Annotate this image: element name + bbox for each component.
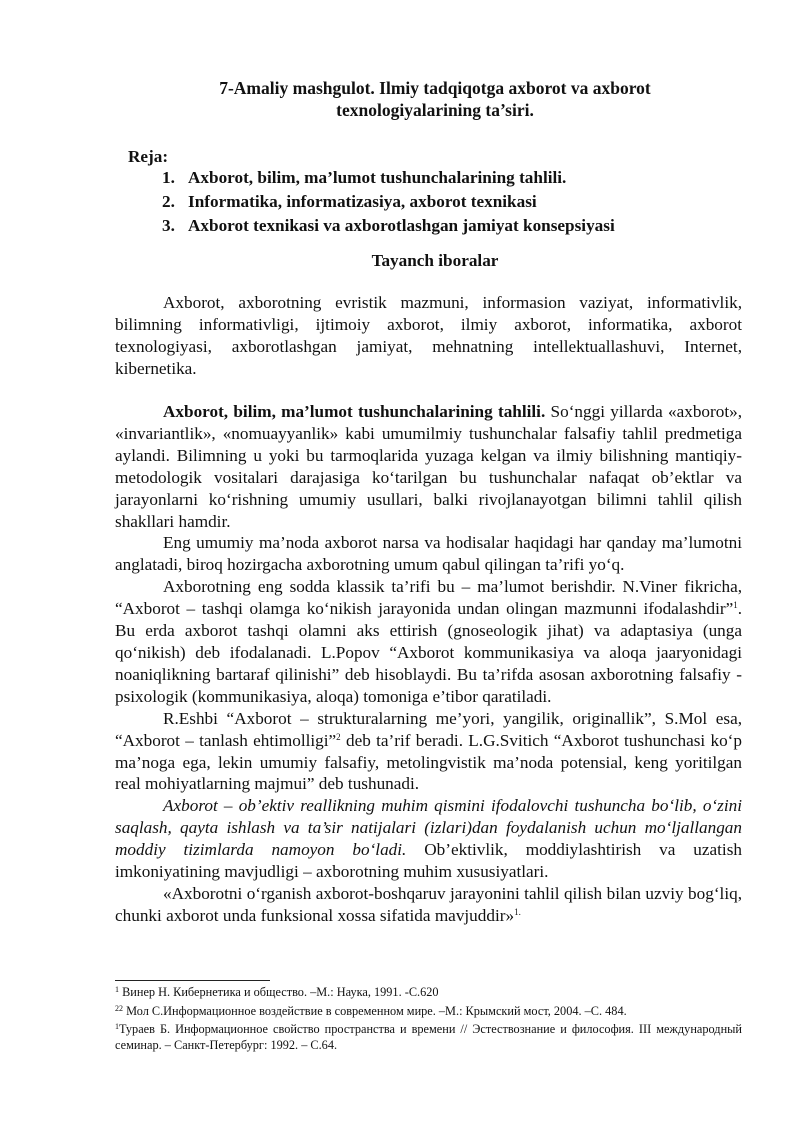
section-paragraph-2: Eng umumiy ma’noda axborot narsa va hodisalar haqidagi har qanday ma’lumotni anglatadi, biroq hozirgacha axborotning umum qabul qilingan ta’rifi yo‘q.: [115, 533, 742, 575]
paragraph-text: «Axborotni o‘rganish axborot-boshqaruv jarayonini tahlil qilish bilan uzviy bog‘liq, chunki axborot unda funksional xossa sifatida mavjuddir»: [115, 883, 742, 925]
footnote-ref[interactable]: 1: [733, 600, 738, 611]
footnote-divider: [115, 980, 270, 981]
footnote-text: Винер Н. Кибернетика и общество. –М.: Наука, 1991. -С.620: [119, 985, 439, 999]
section-paragraph-4: [115, 708, 742, 796]
page-title: [150, 77, 720, 121]
footnote-mark: 22: [115, 1003, 123, 1013]
footnote-mark: 1: [115, 1022, 119, 1031]
paragraph-text: Axborotning eng sodda klassik ta’rifi bu – ma’lumot berishdir. N.Viner fikricha, “Axborot – tashqi olamga ko‘nikish jarayonida undan olingan mazmunni ifodalashdir”: [115, 577, 742, 619]
plan-item-text: Informatika, informatizasiya, axborot texnikasi: [188, 192, 537, 211]
plan-item-number: 2.: [162, 192, 175, 211]
section-paragraph-5: [115, 795, 742, 883]
keywords-heading: Tayanch iboralar: [371, 251, 499, 270]
footnote: [115, 1022, 742, 1053]
paragraph-text: So‘nggi yillarda «axborot», «invariantlik», «nomuayyanlik» kabi umumilmiy tushunchalar falsafiy tahlil predmetiga aylandi. Bilimning u yoki bu tarmoqlarida yuzaga kelgan va ilmiy bilishning mantiqiy-metodologik vositalari darajasiga ko‘tarilgan bu tushunchalar nafaqat ob’ektlar va jarayonlarni ko‘rishning umumiy usullari, balki rivojlanayotgan bilimni tahlil qilish shakllari hamdir.: [115, 402, 743, 531]
footnote-text: Тураев Б. Информационное свойство пространства и времени // Эстествознание и философия. III международный семинар. – Санкт-Петербург: 1992. – С.64.: [115, 1022, 742, 1052]
definition-italic: Axborot – ob’ektiv reallikning muhim qismini ifodalovchi tushuncha bo‘lib, o‘zini saqlash, qayta ishlash va ta’sir natijalari (izlari)dan foydalanish uchun mo‘ljallangan moddiy tizimlarda namoyon bo‘ladi.: [115, 796, 742, 860]
plan-item: [162, 214, 615, 238]
paragraph-text: R.Eshbi “Axborot – strukturalarning me’yori, yangilik, originallik”, S.Mol esa, “Axborot – tanlash ehtimolligi”: [115, 708, 742, 750]
plan-item: [162, 166, 615, 190]
plan-item: [162, 190, 615, 214]
paragraph-text: deb ta’rif beradi. L.G.Svitich “Axborot tushunchasi ko‘p ma’noga ega, lekin umumiy falsafiy, metolingvistik ma’noda potensial, keng yoritilgan real mohiyatlarning majmui” deb tushunadi.: [115, 730, 742, 794]
section-paragraph-3: [115, 576, 742, 707]
footnote-mark: 1: [115, 985, 119, 994]
title-line-1: 7-Amaliy mashgulot. Ilmiy tadqiqotga axborot va axborot: [219, 78, 651, 98]
plan-item-number: 3.: [162, 216, 175, 235]
section-heading: Axborot, bilim, ma’lumot tushunchalarining tahlili.: [163, 402, 546, 421]
section-body: [115, 401, 742, 927]
section-paragraph-6: [115, 883, 742, 927]
plan-item-text: Axborot, bilim, ma’lumot tushunchalarining tahlili.: [188, 168, 567, 187]
paragraph-text: Ob’ektivlik, moddiylashtirish va uzatish imkoniyatining mavjudligi – axborotning muhim xususiyatlari.: [115, 840, 742, 882]
section-paragraph-1: [115, 401, 742, 532]
footnote-text: Мол С.Информационное воздействие в современном мире. –М.: Крымский мост, 2004. –С. 484.: [123, 1003, 627, 1018]
footnote: [115, 1004, 742, 1020]
footnote-ref[interactable]: 2: [336, 731, 341, 742]
plan-item-text: Axborot texnikasi va axborotlashgan jamiyat konsepsiyasi: [188, 216, 615, 235]
title-line-2: texnologiyalarining ta’siri.: [336, 100, 534, 120]
paragraph-text: . Bu erda axborot tashqi olamni aks ettirish (gnoseologik jihat) va adaptasiya (unga qo‘nikish) deb ifodalanadi. L.Popov “Axborot kommunikasiya va aloqa jaaryonidagi noaniqlikning bartaraf qilinishi” deb hisoblaydi. Bu ta’rifda asosan axborotning falsafiy -psixologik (kommunikasiya, aloqa) tomoniga e’tibor qaratiladi.: [115, 599, 742, 706]
plan-label: Reja:: [128, 147, 169, 166]
footnotes: [115, 985, 742, 1056]
plan-item-number: 1.: [162, 168, 175, 187]
keywords-block: [115, 292, 742, 380]
keywords-paragraph: Axborot, axborotning evristik mazmuni, informasion vaziyat, informativlik, bilimning informativligi, ijtimoiy axborot, ilmiy axborot, informatika, axborot texnologiyasi, axborotlashgan jamiyat, mehnatning intellektuallashuvi, Internet, kibernetika.: [115, 293, 742, 378]
plan-list: [162, 166, 615, 238]
footnote: [115, 985, 742, 1001]
footnote-ref[interactable]: 1.: [514, 906, 521, 917]
